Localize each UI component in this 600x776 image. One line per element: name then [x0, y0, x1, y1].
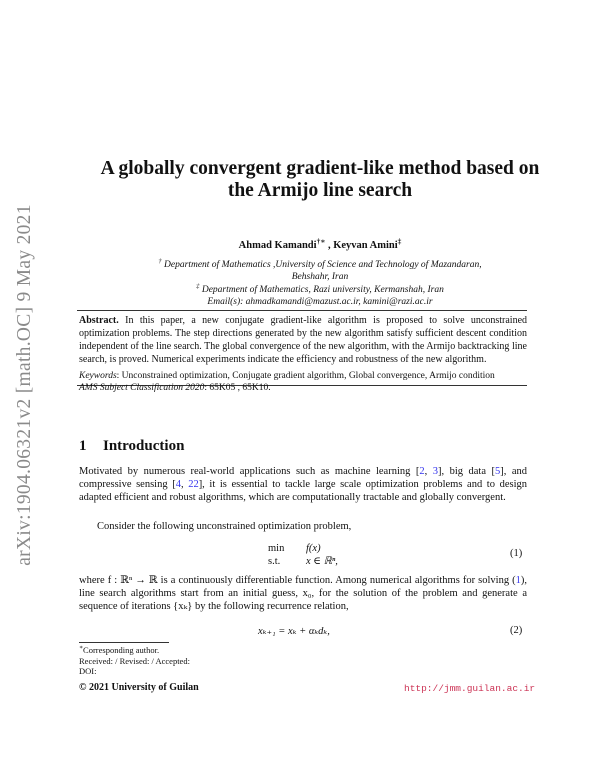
intro-p1-text-c: ], and compressive sensing [ — [79, 466, 528, 491]
citation-separator: , — [424, 466, 433, 477]
footnote-doi: DOI: — [79, 666, 97, 676]
citation-4[interactable]: 4 — [175, 479, 181, 491]
footnote-received: Received: / Revised: / Accepted: — [79, 655, 190, 666]
author-list — [60, 236, 580, 251]
intro-p1-text-a: Motivated by numerous real-world applications such as machine learning [ — [79, 466, 420, 477]
intro-p1-text-d: ], it is essential to tackle large scale optimization problems and to design adapted efficient and robust algorithms, which are computationally tractable and globally convergent. — [79, 479, 527, 504]
footnote-rule — [79, 642, 169, 643]
intro-p3-text-b: ), line search algorithms start from an initial guess, x₀, for the solution of the problem and generate a sequence of iterations {xₖ} by the following recurrence relation, — [79, 575, 527, 613]
footnote-corresponding — [79, 645, 190, 656]
paper-title — [60, 158, 580, 202]
equation-1-body — [306, 542, 338, 568]
eq1-constraint: x ∈ ℝⁿ, — [306, 556, 338, 567]
intro-paragraph-1 — [79, 465, 527, 504]
arxiv-sidebar-stamp — [2, 175, 48, 595]
section-title: Introduction — [103, 438, 185, 454]
citation-3[interactable]: 3 — [432, 466, 438, 477]
citation-22[interactable]: 22 — [188, 479, 199, 491]
abstract — [79, 314, 527, 366]
intro-p1-text-b: ], big data [ — [438, 466, 495, 477]
affiliation-1-line-1: Department of Mathematics ,University of Science and Technology of Mazandaran, — [164, 260, 482, 270]
author-emails: Email(s): ahmadkamandi@mazust.ac.ir, kamini@razi.ac.ir — [207, 297, 433, 307]
footnote-corresponding-text: Corresponding author. — [83, 645, 160, 655]
abstract-top-rule — [77, 310, 527, 311]
author-amini: Keyvan Amini — [333, 240, 398, 251]
keywords — [79, 370, 527, 394]
abstract-text: In this paper, a new conjugate gradient-like algorithm is proposed to solve unconstrained optimization problems. The step directions generated by the new algorithm satisfy sufficient descent condition independent of the line search. The global convergence of the new algorithm, with the Armijo backtracking line search, is proved. Numerical experiments indicate the efficiency and robustness of the new algorithm. — [79, 315, 528, 366]
copyright-notice: © 2021 University of Guilan — [79, 682, 199, 693]
intro-paragraph-3 — [79, 574, 527, 613]
affiliation-2-mark: ‡ — [196, 282, 200, 290]
keywords-text: : Unconstrained optimization, Conjugate gradient algorithm, Global convergence, Armijo condition — [116, 371, 495, 381]
arxiv-id: arXiv:1904.06321v2 [math.OC] 9 May 2021 — [14, 204, 35, 566]
author-separator: , — [325, 240, 334, 251]
section-number: 1 — [79, 438, 87, 454]
title-line-2: the Armijo line search — [227, 180, 413, 201]
ams-text: : 65K05 , 65K10. — [204, 383, 271, 393]
eq1-st: s.t. — [268, 556, 281, 567]
eq1-objective: f(x) — [306, 543, 321, 554]
author-kamandi-marks: †∗ — [316, 236, 326, 246]
equation-2: xₖ₊₁ = xₖ + αₖdₖ, — [258, 626, 330, 637]
abstract-label: Abstract. — [79, 315, 119, 326]
citation-5[interactable]: 5 — [494, 466, 501, 477]
author-amini-marks: ‡ — [397, 236, 402, 246]
citation-separator: , — [180, 479, 189, 491]
title-line-1: A globally convergent gradient-like method based on — [100, 158, 540, 179]
affiliation-1-line-2: Behshahr, Iran — [291, 272, 349, 282]
author-kamandi: Ahmad Kamandi — [238, 240, 317, 251]
equation-1-operators — [268, 542, 284, 568]
affiliation-2-line-1: Department of Mathematics, Razi university, Kermanshah, Iran — [201, 285, 444, 295]
affiliation-1 — [90, 259, 550, 283]
citation-2[interactable]: 2 — [419, 466, 425, 477]
affiliation-2 — [90, 284, 550, 296]
footnotes — [79, 645, 190, 677]
equation-ref-1[interactable]: 1 — [515, 575, 521, 586]
equation-1-number: (1) — [510, 548, 523, 559]
affiliation-1-mark: † — [158, 257, 162, 265]
eq1-min: min — [268, 543, 285, 554]
footnote-mark: ∗ — [79, 645, 84, 652]
intro-paragraph-2: Consider the following unconstrained optimization problem, — [97, 521, 352, 532]
ams-label: AMS Subject Classification 2020 — [79, 383, 205, 393]
keywords-label: Keywords — [79, 371, 117, 381]
equation-2-number: (2) — [510, 625, 523, 636]
section-heading-introduction — [79, 438, 184, 455]
intro-p3-text-a: where f : ℝⁿ → ℝ is a continuously differentiable function. Among numerical algorithms for solving ( — [79, 575, 516, 586]
journal-url-link[interactable]: http://jmm.guilan.ac.ir — [404, 683, 536, 694]
